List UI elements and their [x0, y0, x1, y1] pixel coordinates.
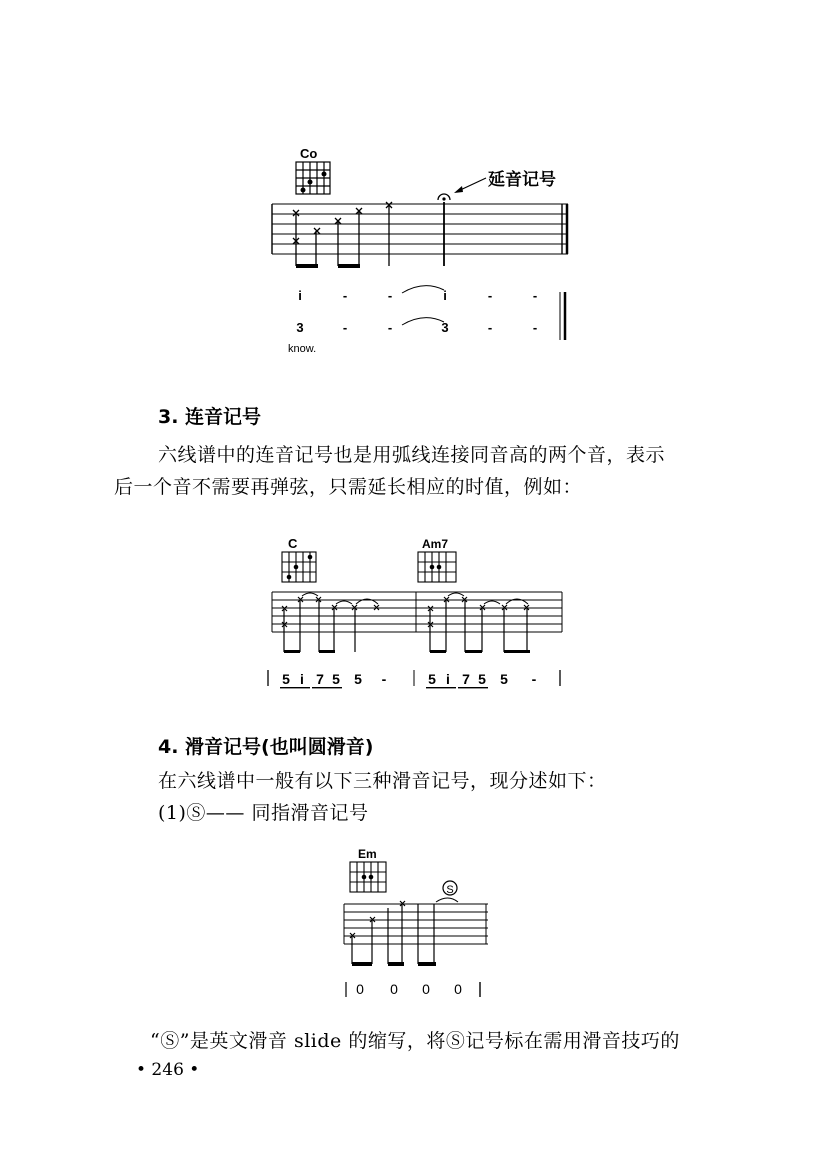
- tab-staff: [272, 592, 562, 632]
- chord-diagram-em: [350, 862, 386, 892]
- num-note: -: [387, 320, 393, 335]
- num-note: i: [446, 671, 450, 687]
- section4-paragraph-line2: (1)Ⓢ—— 同指滑音记号: [158, 802, 369, 824]
- num-note: -: [342, 320, 348, 335]
- num-note: -: [381, 671, 387, 687]
- section3-paragraph-line1: 六线谱中的连音记号也是用弧线连接同音高的两个音，表示: [158, 444, 666, 466]
- num-note: 0: [422, 981, 430, 997]
- slide-mark: S: [446, 884, 454, 896]
- num-note: 0: [390, 981, 398, 997]
- num-note: -: [387, 288, 393, 303]
- chord-label-em: Em: [358, 847, 377, 861]
- num-note: -: [487, 320, 493, 335]
- figure-tie-tab: [262, 530, 572, 695]
- chord-label-am7: Am7: [422, 537, 449, 551]
- sustain-annotation: 延音记号: [488, 170, 556, 189]
- footer-paragraph: “Ⓢ”是英文滑音 slide 的缩写，将Ⓢ记号标在需用滑音技巧的: [150, 1030, 680, 1052]
- num-note: -: [531, 671, 537, 687]
- figure-slide-tab: [330, 842, 500, 1002]
- num-note: 3: [441, 320, 449, 335]
- num-note: 5: [332, 671, 340, 687]
- tab-staff: [344, 904, 488, 944]
- num-note: 5: [354, 671, 362, 687]
- chord-label-c: C: [288, 536, 298, 551]
- num-note: 0: [356, 981, 364, 997]
- num-note: -: [487, 288, 493, 303]
- num-note: -: [532, 288, 538, 303]
- num-note: i: [300, 671, 304, 687]
- num-note: i: [443, 288, 447, 303]
- page-number: • 246 •: [136, 1060, 200, 1080]
- num-note: 5: [478, 671, 486, 687]
- num-note: 5: [428, 671, 436, 687]
- section4-heading: 4. 滑音记号(也叫圆滑音): [158, 736, 374, 758]
- num-note: 0: [454, 981, 462, 997]
- num-note: 3: [296, 320, 304, 335]
- section3-heading: 3. 连音记号: [158, 406, 262, 428]
- num-note: 5: [500, 671, 508, 687]
- figure-sustain-tab: [250, 140, 590, 360]
- chord-label-co: Co: [300, 146, 318, 161]
- num-note: 5: [282, 671, 290, 687]
- section3-paragraph-line2: 后一个音不需要再弹弦，只需延长相应的时值，例如：: [114, 476, 583, 498]
- num-note: 7: [316, 671, 324, 687]
- num-note: -: [342, 288, 348, 303]
- lyric-text: know.: [288, 343, 317, 355]
- section4-paragraph-line1: 在六线谱中一般有以下三种滑音记号，现分述如下：: [158, 770, 607, 792]
- num-note: 7: [462, 671, 470, 687]
- num-note: -: [532, 320, 538, 335]
- num-note: i: [298, 288, 302, 303]
